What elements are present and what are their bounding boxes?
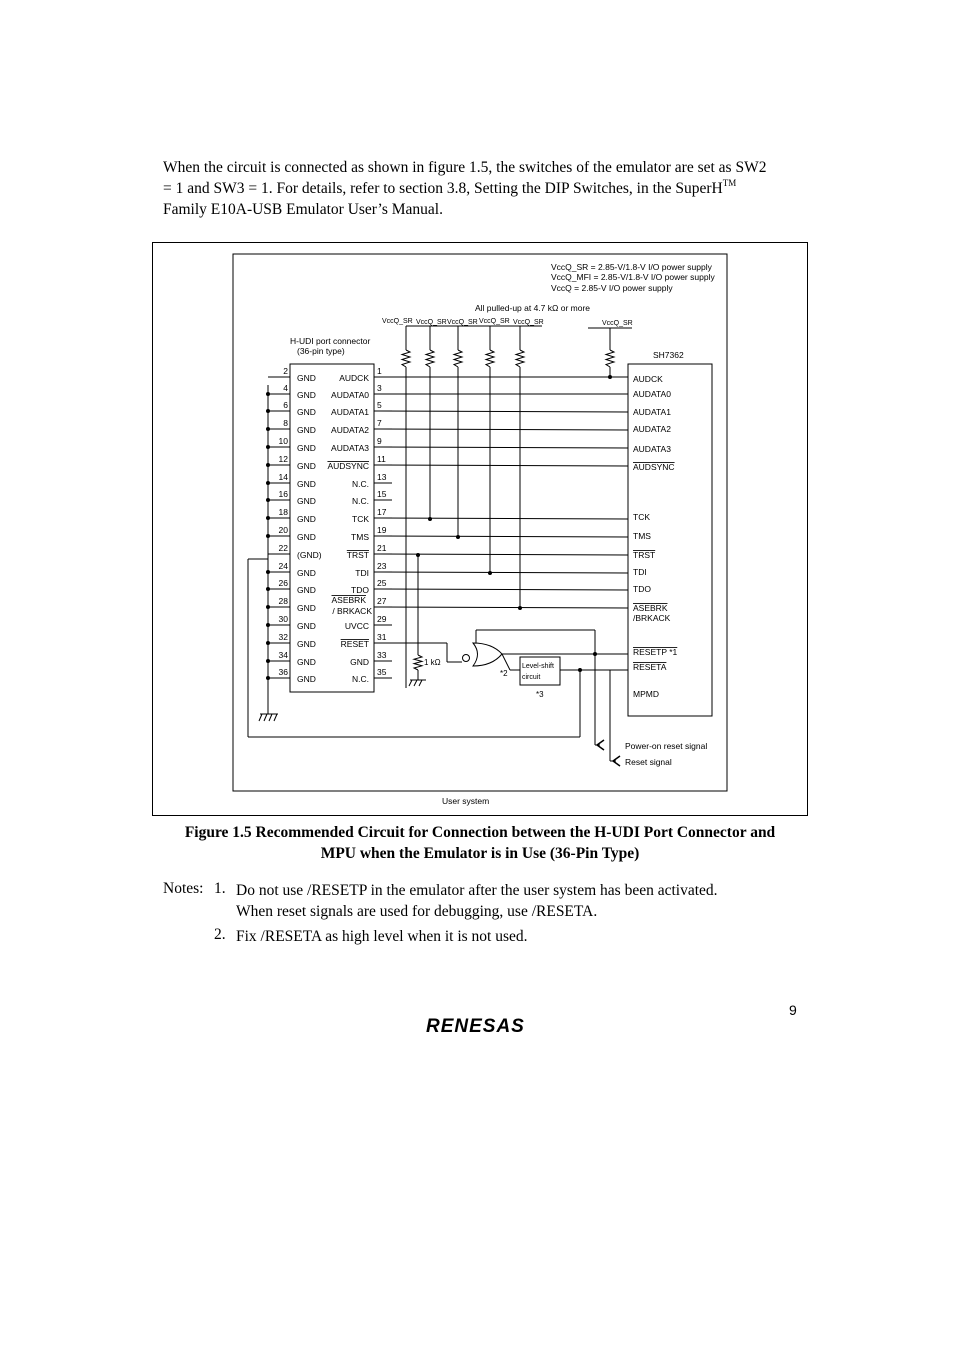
pin-gnd-label: GND	[297, 568, 316, 578]
signal-line	[374, 554, 628, 555]
power-note-2: VccQ_MFI = 2.85-V/1.8-V I/O power supply	[551, 272, 715, 282]
junction-dot	[266, 409, 270, 413]
pin-gnd-label: GND	[297, 425, 316, 435]
vcc-label-2: VccQ_SR	[416, 319, 447, 326]
signal-line	[374, 518, 628, 519]
power-note-1: VccQ_SR = 2.85-V/1.8-V I/O power supply	[551, 262, 712, 272]
mpu-pin-label: TDO	[633, 584, 651, 594]
pin-signal-label-2: / BRKACK	[332, 606, 372, 616]
junction-dot	[266, 659, 270, 663]
pin-gnd-label: GND	[297, 585, 316, 595]
page-number: 9	[789, 1002, 797, 1018]
pin-number-even: 34	[278, 650, 288, 660]
pin-gnd-label: (GND)	[297, 550, 322, 560]
pullup-resistors	[402, 326, 614, 688]
junction-dot	[266, 605, 270, 609]
pin-number-odd: 31	[377, 632, 387, 642]
pin-number-odd: 19	[377, 525, 387, 535]
pin-signal-label: N.C.	[352, 479, 369, 489]
pin-number-even: 2	[283, 366, 288, 376]
mpu-pin-label: TDI	[633, 567, 647, 577]
pin-number-odd: 15	[377, 489, 387, 499]
pin-number-odd: 17	[377, 507, 387, 517]
junction-dot	[266, 623, 270, 627]
pin-number-even: 16	[278, 489, 288, 499]
mpu-pin-label: MPMD	[633, 689, 659, 699]
note-2-mark: *2	[500, 669, 508, 678]
pin-number-even: 8	[283, 418, 288, 428]
renesas-logo: RENESAS	[426, 1016, 525, 1037]
connector-subtitle: (36-pin type)	[297, 346, 345, 356]
pin-number-even: 18	[278, 507, 288, 517]
vcc-label-6: VccQ_SR	[602, 320, 633, 327]
junction-dot	[266, 641, 270, 645]
pullup-resistor	[516, 350, 524, 367]
level-shift-line-2: circuit	[522, 674, 541, 681]
pin-signal-label: TCK	[352, 514, 369, 524]
trademark: TM	[722, 178, 737, 188]
vcc-label-5: VccQ_SR	[513, 319, 544, 326]
pin-number-odd: 3	[377, 383, 382, 393]
ground-hatch	[409, 680, 412, 686]
pin-number-even: 6	[283, 400, 288, 410]
pin-number-odd: 35	[377, 667, 387, 677]
mpu-pin-labels	[633, 374, 678, 699]
pin-signal-label: AUDATA3	[331, 443, 369, 453]
level-shift-in	[502, 654, 510, 670]
note-2: Fix /RESETA as high level when it is not used.	[236, 928, 528, 945]
intro-line-2-text: = 1 and SW3 = 1. For details, refer to section 3.8, Setting the DIP Switches, in the SuperH	[163, 180, 723, 197]
pin-signal-label: TDO	[351, 585, 369, 595]
pin-number-even: 20	[278, 525, 288, 535]
mpu-title: SH7362	[653, 350, 684, 360]
mpu-pin-label: ASEBRK	[633, 603, 668, 613]
pin-number-even: 32	[278, 632, 288, 642]
pin-gnd-label: GND	[297, 514, 316, 524]
pin-gnd-label: GND	[297, 639, 316, 649]
pin-number-even: 12	[278, 454, 288, 464]
vcc-label-1: VccQ_SR	[382, 318, 413, 325]
junction-dot	[266, 392, 270, 396]
pin-number-odd: 27	[377, 596, 387, 606]
signal-line	[374, 447, 628, 448]
ground-hatch	[414, 680, 417, 686]
signal-line	[374, 536, 628, 537]
pullup-resistor	[454, 350, 462, 367]
note-2-number: 2.	[214, 926, 226, 943]
pin-signal-label: ASEBRK	[331, 595, 366, 605]
junction-dot	[266, 534, 270, 538]
junction-dot	[266, 676, 270, 680]
signal-line	[374, 465, 628, 466]
mpu-pin-label: AUDSYNC	[633, 462, 675, 472]
pin-number-odd: 25	[377, 578, 387, 588]
intro-line-1: When the circuit is connected as shown in figure 1.5, the switches of the emulator are set as SW2	[163, 159, 767, 176]
mpu-pin-label: TCK	[633, 512, 650, 522]
junction-dot	[266, 445, 270, 449]
pin-gnd-label: GND	[297, 532, 316, 542]
junction-dots	[266, 375, 612, 680]
ground-hatch	[269, 714, 272, 721]
pin-signal-label: GND	[350, 657, 369, 667]
pullup-label: All pulled-up at 4.7 kΩ or more	[475, 303, 591, 313]
pin-number-odd: 13	[377, 472, 387, 482]
pin-gnd-label: GND	[297, 621, 316, 631]
user-system-label: User system	[442, 796, 490, 806]
pin-signal-label: RESET	[340, 639, 369, 649]
junction-dot	[266, 498, 270, 502]
connector-pin-labels	[279, 366, 387, 684]
signal-line	[374, 411, 628, 412]
mpu-pin-label: RESETA	[633, 662, 667, 672]
connector-title: H-UDI port connector	[290, 336, 371, 346]
pin-number-even: 14	[278, 472, 288, 482]
vcc-label-4: VccQ_SR	[479, 318, 510, 325]
pullup-resistor	[486, 350, 494, 367]
note-1-line-1: Do not use /RESETP in the emulator after the user system has been activated.	[236, 882, 718, 899]
pin-number-odd: 9	[377, 436, 382, 446]
level-shift-line-1: Level-shift	[522, 663, 554, 670]
pin-signal-label: AUDCK	[339, 373, 369, 383]
pin-signal-label: N.C.	[352, 496, 369, 506]
pin-gnd-label: GND	[297, 657, 316, 667]
pin-number-odd: 7	[377, 418, 382, 428]
pin-gnd-label: GND	[297, 443, 316, 453]
pin-gnd-label: GND	[297, 479, 316, 489]
pin-number-even: 36	[278, 667, 288, 677]
power-note-3: VccQ = 2.85-V I/O power supply	[551, 283, 673, 293]
signal-line	[374, 572, 628, 573]
pin-number-even: 24	[278, 561, 288, 571]
mpu-pin-label: AUDATA3	[633, 444, 671, 454]
junction-dot	[266, 463, 270, 467]
pin-number-odd: 33	[377, 650, 387, 660]
pin-number-even: 4	[283, 383, 288, 393]
pin-number-even: 10	[278, 436, 288, 446]
pin-gnd-label: GND	[297, 603, 316, 613]
pin-signal-label: AUDATA1	[331, 407, 369, 417]
pin-signal-label: TDI	[355, 568, 369, 578]
signal-line	[374, 429, 628, 430]
figure-caption-line-1: Figure 1.5 Recommended Circuit for Connection between the H-UDI Port Connector and	[184, 824, 776, 841]
reset-arrows	[597, 740, 620, 766]
intro-line-3: Family E10A-USB Emulator User’s Manual.	[163, 201, 443, 218]
pullup-resistor	[426, 350, 434, 367]
signal-line	[374, 607, 628, 608]
note-1-number: 1.	[214, 880, 226, 897]
note-1	[236, 880, 796, 922]
pin-gnd-label: GND	[297, 390, 316, 400]
resistor-1k-label: 1 kΩ	[424, 658, 441, 667]
junction-dot	[578, 668, 582, 672]
junction-dot	[266, 587, 270, 591]
pin-number-odd: 23	[377, 561, 387, 571]
pin-signal-label: TMS	[351, 532, 369, 542]
ground-hatch	[259, 714, 262, 721]
note-3-mark: *3	[536, 690, 544, 699]
signal-line	[374, 589, 628, 590]
pin-signal-label: TRST	[346, 550, 369, 560]
reset-signal-label: Reset signal	[625, 757, 672, 767]
mpu-pin-label: /BRKACK	[633, 613, 671, 623]
note-1-line-2: When reset signals are used for debugging, use /RESETA.	[236, 903, 598, 920]
mpu-pin-label: AUDCK	[633, 374, 663, 384]
pin-signal-label: AUDATA0	[331, 390, 369, 400]
pin-signal-label: AUDSYNC	[327, 461, 369, 471]
pin-signal-label: N.C.	[352, 674, 369, 684]
mpu-pin-label: TMS	[633, 531, 651, 541]
pullup-resistor	[402, 350, 410, 367]
pin-number-even: 26	[278, 578, 288, 588]
pin-gnd-label: GND	[297, 674, 316, 684]
power-on-reset-label: Power-on reset signal	[625, 741, 708, 751]
mpu-pin-label: TRST	[633, 550, 656, 560]
ground-hatch	[274, 714, 277, 721]
junction-dot	[416, 553, 420, 557]
pin-number-even: 22	[278, 543, 288, 553]
pin-gnd-label: GND	[297, 373, 316, 383]
pin-number-odd: 1	[377, 366, 382, 376]
ground-hatch	[419, 680, 422, 686]
vcc-label-3: VccQ_SR	[447, 319, 478, 326]
pin-number-even: 30	[278, 614, 288, 624]
pin-number-odd: 29	[377, 614, 387, 624]
pin-gnd-label: GND	[297, 461, 316, 471]
pin-signal-label: AUDATA2	[331, 425, 369, 435]
mpu-pin-label: AUDATA2	[633, 424, 671, 434]
junction-dot	[266, 427, 270, 431]
mpu-pin-label: RESETP *1	[633, 647, 678, 657]
pin-number-odd: 11	[377, 454, 386, 464]
pin-number-odd: 5	[377, 400, 382, 410]
figure-caption-line-2: MPU when the Emulator is in Use (36-Pin Type)	[320, 845, 640, 862]
mpu-pin-label: AUDATA0	[633, 389, 671, 399]
pulldown-resistor-1k	[414, 655, 422, 670]
pin-number-even: 28	[278, 596, 288, 606]
junction-dot	[266, 516, 270, 520]
wires	[374, 326, 632, 761]
mpu-pin-label: AUDATA1	[633, 407, 671, 417]
junction-dot	[266, 481, 270, 485]
pullup-resistor	[606, 350, 614, 367]
pin-signal-label: UVCC	[344, 621, 369, 631]
pin-gnd-label: GND	[297, 407, 316, 417]
notes-label: Notes:	[163, 880, 204, 897]
ground-hatch	[264, 714, 267, 721]
nor-gate	[463, 643, 503, 666]
junction-dot	[593, 652, 597, 656]
pin-gnd-label: GND	[297, 496, 316, 506]
pin-number-odd: 21	[377, 543, 387, 553]
junction-dot	[266, 570, 270, 574]
